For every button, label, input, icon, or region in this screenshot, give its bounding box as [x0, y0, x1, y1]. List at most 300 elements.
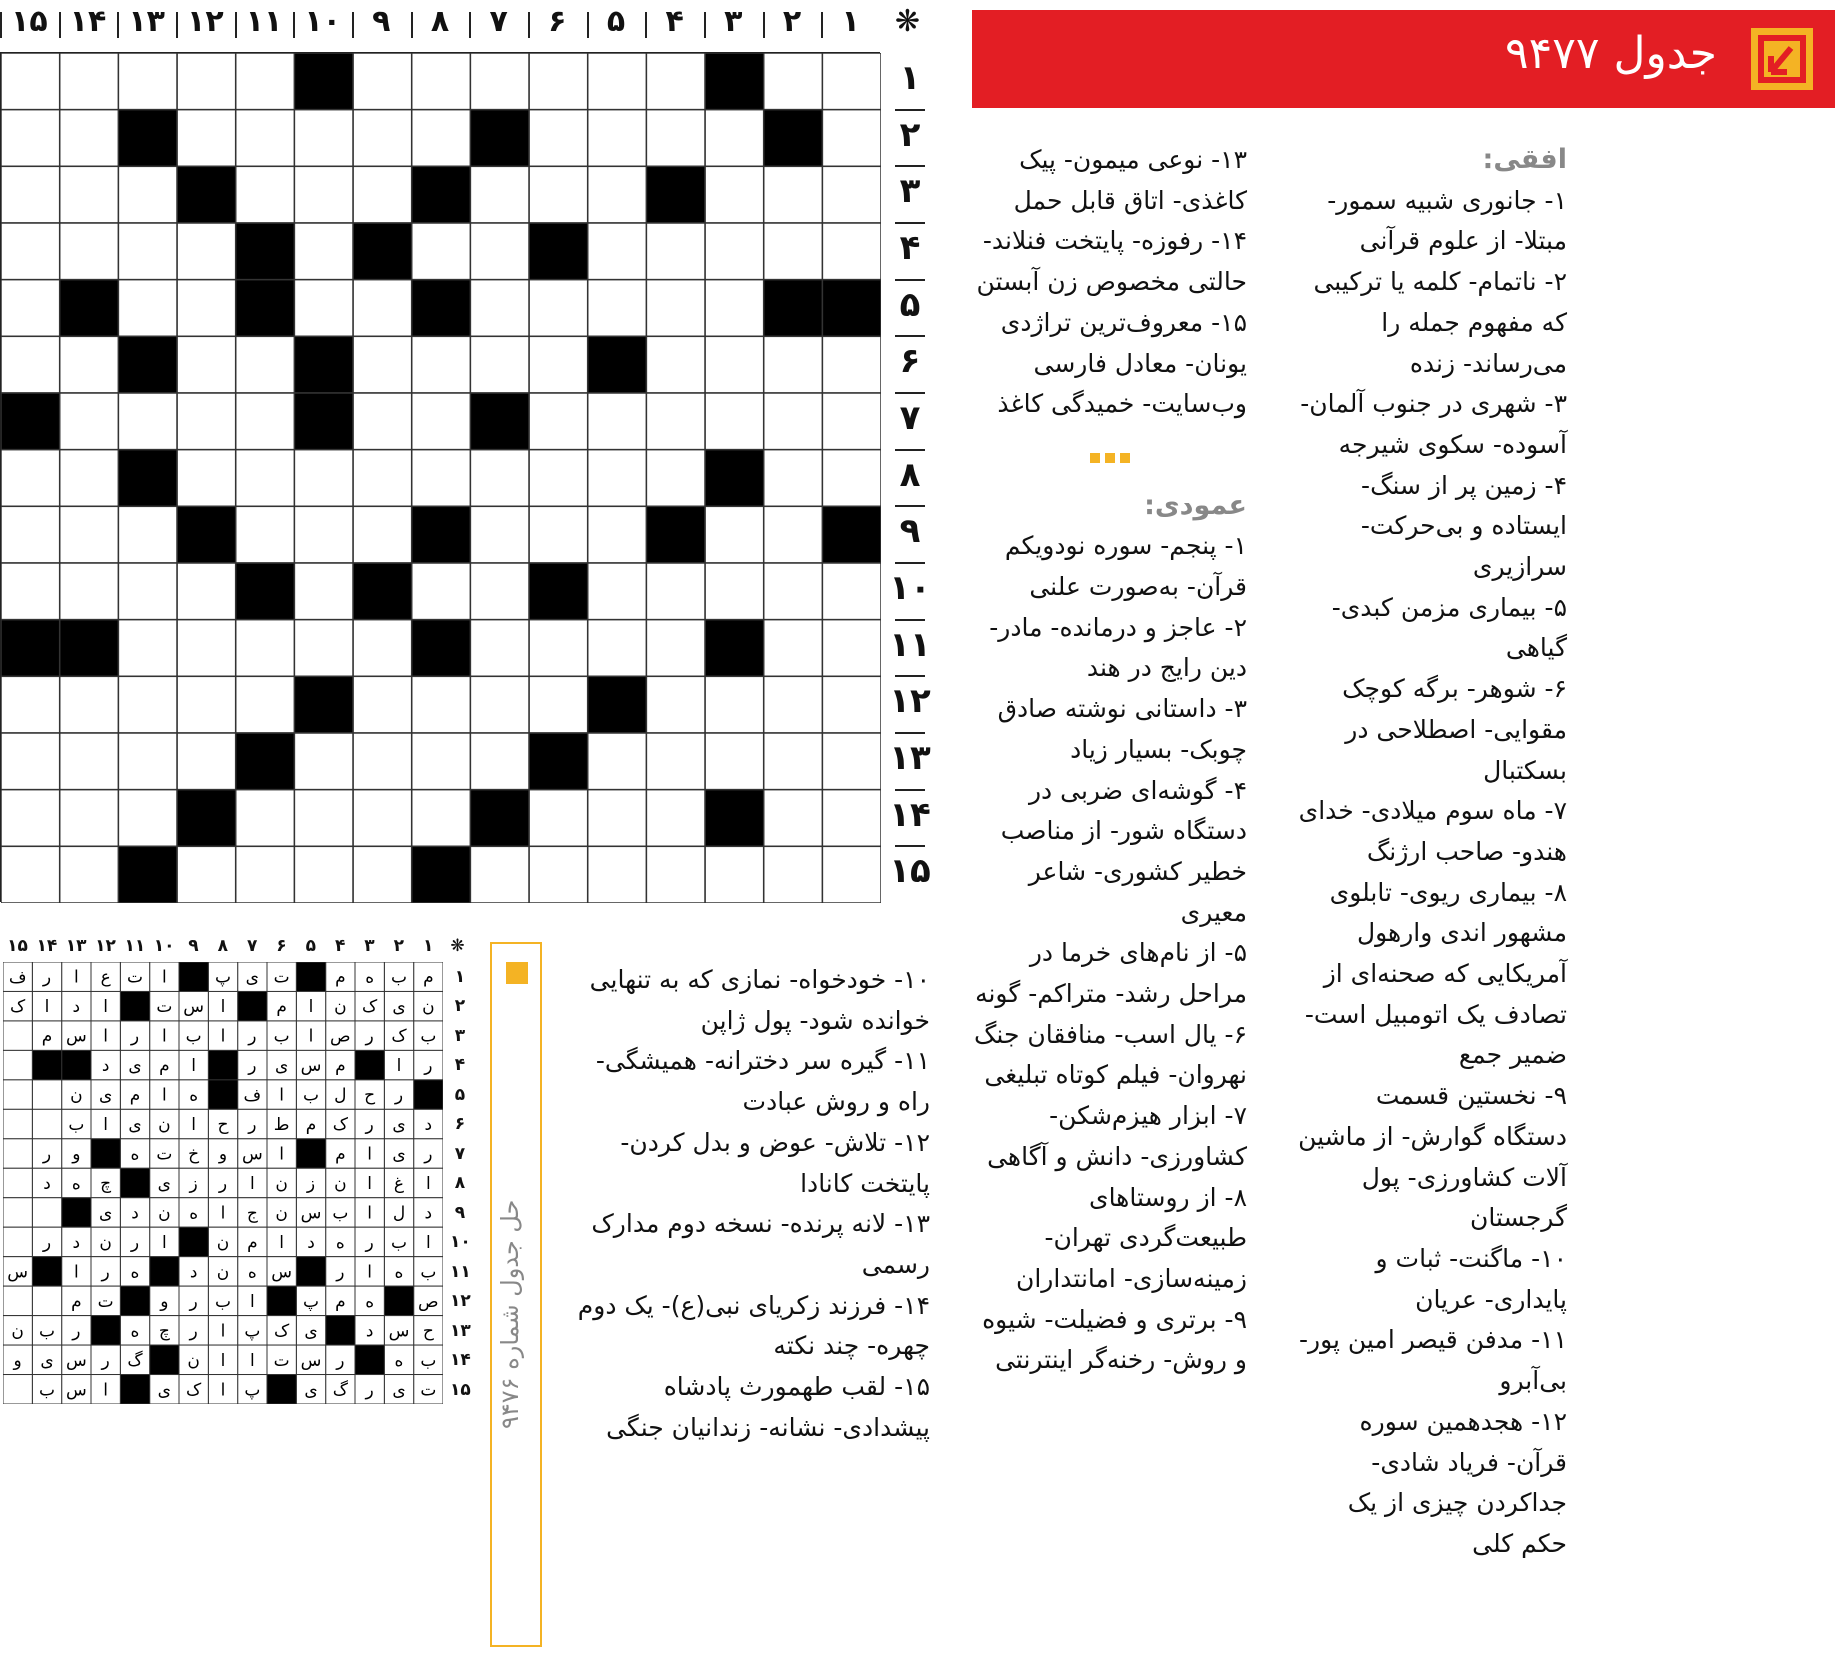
grid-cell[interactable] [646, 450, 705, 507]
clue: ۳- شهری در جنوب آلمان- آسوده- سکوی شیرجه [1300, 389, 1567, 459]
solution-cell [3, 1286, 32, 1315]
grid-cell[interactable] [60, 563, 119, 620]
grid-cell[interactable] [60, 53, 119, 110]
row-number: ۱۳ [889, 738, 931, 778]
grid-cell[interactable] [705, 506, 764, 563]
grid-cell[interactable] [118, 733, 177, 790]
solution-row-number: ۶ [454, 1114, 466, 1135]
grid-cell[interactable] [236, 676, 295, 733]
grid-cell[interactable] [412, 790, 471, 847]
column-number: ۱۳ [128, 4, 165, 39]
black-cell [470, 790, 529, 847]
clue: ۵- از نام‌های خرما در مراحل رشد- متراکم- گونه [975, 938, 1247, 1009]
grid-cell[interactable] [705, 846, 764, 903]
grid-cell[interactable] [764, 733, 823, 790]
solution-letter: چ [100, 1174, 112, 1194]
grid-cell[interactable] [118, 280, 177, 337]
grid-cell[interactable] [588, 450, 647, 507]
solution-letter: ن [158, 1115, 171, 1136]
grid-cell[interactable] [822, 110, 881, 167]
solution-letter: ه [130, 1262, 140, 1283]
grid-cell[interactable] [236, 336, 295, 393]
column-number: ۱ [841, 4, 860, 39]
solution-letter: ا [396, 1056, 402, 1077]
grid-cell[interactable] [236, 790, 295, 847]
grid-cell[interactable] [646, 336, 705, 393]
grid-cell[interactable] [294, 733, 353, 790]
grid-cell[interactable] [822, 166, 881, 223]
solution-letter: ت [156, 997, 173, 1018]
column-number: ۱۵ [7, 936, 28, 956]
grid-cell[interactable] [646, 846, 705, 903]
row-number: ۷ [899, 398, 921, 438]
black-cell [118, 450, 177, 507]
grid-cell[interactable] [1, 223, 60, 280]
row-separator [895, 789, 925, 791]
solution-letter: ا [103, 1380, 109, 1401]
black-cell [177, 790, 236, 847]
column-separator [821, 12, 823, 38]
column-number: ۱ [422, 936, 434, 956]
grid-cell[interactable] [822, 223, 881, 280]
grid-cell[interactable] [705, 733, 764, 790]
grid-cell[interactable] [353, 393, 412, 450]
grid-cell[interactable] [294, 280, 353, 337]
grid-cell[interactable] [294, 506, 353, 563]
grid-cell[interactable] [294, 166, 353, 223]
grid-cell[interactable] [764, 166, 823, 223]
grid-cell[interactable] [705, 166, 764, 223]
grid-cell[interactable] [177, 280, 236, 337]
solution-letter: م [335, 967, 346, 988]
grid-cell[interactable] [470, 53, 529, 110]
grid-cell[interactable] [646, 733, 705, 790]
solution-black-cell [355, 1345, 384, 1374]
grid-cell[interactable] [470, 846, 529, 903]
grid-cell[interactable] [470, 223, 529, 280]
grid-cell[interactable] [705, 676, 764, 733]
grid-cell[interactable] [177, 563, 236, 620]
solution-letter: ه [365, 1291, 375, 1312]
solution-letter: خ [188, 1144, 200, 1165]
grid-cell[interactable] [646, 280, 705, 337]
grid-cell[interactable] [118, 563, 177, 620]
column-separator [59, 12, 61, 38]
column-separator [528, 12, 530, 38]
grid-cell[interactable] [529, 280, 588, 337]
solution-letter: س [65, 1380, 87, 1401]
black-cell [236, 280, 295, 337]
grid-cell[interactable] [353, 336, 412, 393]
solution-row-number: ۷ [454, 1143, 466, 1164]
grid-cell[interactable] [294, 563, 353, 620]
grid-cell[interactable] [646, 620, 705, 677]
grid-cell[interactable] [822, 393, 881, 450]
solution-letter: ا [367, 1262, 373, 1283]
grid-cell[interactable] [588, 790, 647, 847]
grid-cell[interactable] [60, 733, 119, 790]
solution-letter: ی [392, 1144, 406, 1165]
grid-cell[interactable] [294, 223, 353, 280]
solution-letter: ک [10, 997, 26, 1018]
grid-cell[interactable] [529, 336, 588, 393]
solution-black-cell [355, 1050, 384, 1079]
column-number: ۱۳ [65, 936, 87, 956]
grid-cell[interactable] [177, 336, 236, 393]
black-cell [1, 620, 60, 677]
solution-letter: ج [246, 1203, 258, 1224]
separator-dots [972, 435, 1247, 476]
star-icon: ❋ [450, 936, 465, 956]
grid-cell[interactable] [118, 506, 177, 563]
grid-cell[interactable] [646, 110, 705, 167]
grid-cell[interactable] [470, 676, 529, 733]
grid-cell[interactable] [588, 506, 647, 563]
grid-cell[interactable] [764, 223, 823, 280]
grid-cell[interactable] [1, 53, 60, 110]
solution-letter: ن [275, 1203, 288, 1224]
column-number: ۲ [393, 936, 405, 956]
grid-cell[interactable] [236, 846, 295, 903]
grid-cell[interactable] [1, 336, 60, 393]
grid-cell[interactable] [822, 676, 881, 733]
grid-cell[interactable] [529, 506, 588, 563]
solution-cell [3, 1375, 32, 1404]
star-icon: ❋ [894, 4, 921, 39]
grid-cell[interactable] [822, 563, 881, 620]
solution-row-number: ۵ [454, 1084, 466, 1105]
grid-cell[interactable] [470, 450, 529, 507]
clue: ۱۴- فرزند زکریای نبی(ع)- یک دوم چهره- چند نکته [577, 1290, 930, 1361]
grid-cell[interactable] [177, 110, 236, 167]
grid-cell[interactable] [353, 110, 412, 167]
grid-cell[interactable] [236, 53, 295, 110]
grid-cell[interactable] [236, 450, 295, 507]
solution-letter: ر [218, 1174, 228, 1194]
grid-cell[interactable] [177, 393, 236, 450]
grid-cell[interactable] [353, 280, 412, 337]
grid-cell[interactable] [177, 846, 236, 903]
grid-cell[interactable] [529, 393, 588, 450]
grid-cell[interactable] [529, 450, 588, 507]
grid-cell[interactable] [412, 450, 471, 507]
grid-cell[interactable] [236, 166, 295, 223]
grid-cell[interactable] [529, 53, 588, 110]
grid-cell[interactable] [60, 676, 119, 733]
horizontal-clue-list-continued [972, 140, 1247, 425]
grid-cell[interactable] [1, 676, 60, 733]
grid-cell[interactable] [764, 53, 823, 110]
clue: ۹- برتری و فضیلت- شیوه و روش- رخنه‌گر اینترنتی [982, 1304, 1247, 1375]
solution-cell [3, 1198, 32, 1227]
grid-cell[interactable] [764, 336, 823, 393]
column-number: ۱۰ [153, 936, 175, 956]
black-cell [764, 280, 823, 337]
grid-cell[interactable] [353, 676, 412, 733]
grid-cell[interactable] [412, 393, 471, 450]
grid-cell[interactable] [236, 620, 295, 677]
grid-cell[interactable] [529, 166, 588, 223]
grid-cell[interactable] [1, 563, 60, 620]
row-number: ۹ [899, 511, 921, 552]
solution-letter: س [300, 1203, 322, 1224]
grid-cell[interactable] [822, 53, 881, 110]
solution-letter: د [424, 1203, 433, 1224]
grid-cell[interactable] [1, 450, 60, 507]
solution-letter: ا [220, 1380, 226, 1401]
solution-black-cell [91, 1139, 120, 1168]
grid-cell[interactable] [588, 110, 647, 167]
grid-cell[interactable] [822, 620, 881, 677]
grid-cell[interactable] [353, 846, 412, 903]
column-number: ۳ [364, 936, 375, 956]
solution-letter: ت [420, 1380, 437, 1401]
grid-cell[interactable] [588, 53, 647, 110]
solution-column-header [0, 934, 470, 962]
grid-cell[interactable] [646, 790, 705, 847]
grid-cell[interactable] [646, 223, 705, 280]
grid-cell[interactable] [588, 223, 647, 280]
grid-cell[interactable] [118, 790, 177, 847]
grid-cell[interactable] [529, 620, 588, 677]
grid-cell[interactable] [177, 223, 236, 280]
grid-cell[interactable] [1, 166, 60, 223]
grid-cell[interactable] [1, 846, 60, 903]
solution-black-cell [62, 1198, 91, 1227]
grid-cell[interactable] [705, 280, 764, 337]
row-separator [895, 449, 925, 451]
clue: ۴- گوشه‌ای ضربی در دستگاه شور- از مناصب خطیر کشوری- شاعر معیری [1000, 775, 1247, 927]
grid-cell[interactable] [353, 733, 412, 790]
grid-cell[interactable] [177, 733, 236, 790]
grid-cell[interactable] [118, 223, 177, 280]
column-number: ۷ [489, 4, 508, 39]
column-number: ۲ [782, 4, 802, 39]
solution-letter: ی [128, 1056, 142, 1077]
grid-cell[interactable] [118, 166, 177, 223]
black-cell [529, 223, 588, 280]
solution-letter: ا [103, 997, 109, 1018]
solution-letter: ر [365, 1380, 374, 1401]
grid-cell[interactable] [470, 563, 529, 620]
grid-cell[interactable] [412, 110, 471, 167]
black-cell [177, 506, 236, 563]
solution-letter: ر [101, 1262, 110, 1283]
column-separator [176, 12, 178, 38]
grid-cell[interactable] [353, 620, 412, 677]
grid-cell[interactable] [60, 506, 119, 563]
grid-cell[interactable] [822, 336, 881, 393]
solution-cell [3, 1080, 32, 1109]
grid-cell[interactable] [588, 393, 647, 450]
grid-cell[interactable] [764, 676, 823, 733]
clue: ۷- ابزار هیزم‌شکن- کشاورزی- دانش و آگاهی [987, 1101, 1247, 1171]
grid-cell[interactable] [412, 336, 471, 393]
column-separator [411, 12, 413, 38]
grid-cell[interactable] [764, 563, 823, 620]
column-number: ۱۴ [69, 4, 107, 39]
solution-letter: پ [244, 1380, 261, 1401]
grid-cell[interactable] [294, 846, 353, 903]
black-cell [412, 166, 471, 223]
solution-letter: ر [424, 1144, 433, 1165]
grid-cell[interactable] [353, 166, 412, 223]
grid-cell[interactable] [1, 733, 60, 790]
grid-cell[interactable] [764, 790, 823, 847]
grid-cell[interactable] [60, 223, 119, 280]
grid-cell[interactable] [60, 166, 119, 223]
grid-cell[interactable] [470, 280, 529, 337]
grid-cell[interactable] [705, 223, 764, 280]
grid-cell[interactable] [764, 620, 823, 677]
grid-cell[interactable] [470, 506, 529, 563]
grid-cell[interactable] [236, 110, 295, 167]
grid-cell[interactable] [177, 620, 236, 677]
solution-cell [32, 1080, 61, 1109]
grid-cell[interactable] [764, 846, 823, 903]
black-cell [705, 53, 764, 110]
solution-letter: ی [392, 997, 406, 1018]
column-separator [469, 12, 471, 38]
solution-letter: ا [220, 997, 226, 1018]
black-cell [588, 676, 647, 733]
grid-cell[interactable] [1, 506, 60, 563]
grid-cell[interactable] [412, 733, 471, 790]
grid-cell[interactable] [60, 790, 119, 847]
grid-cell[interactable] [60, 336, 119, 393]
grid-cell[interactable] [588, 733, 647, 790]
grid-cell[interactable] [118, 53, 177, 110]
solution-letter: ن [158, 1203, 171, 1224]
grid-cell[interactable] [1, 280, 60, 337]
grid-cell[interactable] [412, 223, 471, 280]
grid-cell[interactable] [822, 733, 881, 790]
solution-letter: س [65, 1350, 87, 1371]
row-number: ۶ [899, 341, 921, 382]
grid-cell[interactable] [529, 790, 588, 847]
solution-black-cell [267, 1286, 296, 1315]
grid-cell[interactable] [118, 393, 177, 450]
grid-cell[interactable] [588, 846, 647, 903]
solution-letter: ا [161, 1026, 167, 1047]
grid-cell[interactable] [646, 393, 705, 450]
grid-cell[interactable] [529, 110, 588, 167]
grid-cell[interactable] [412, 53, 471, 110]
grid-cell[interactable] [294, 620, 353, 677]
solution-black-cell [32, 1050, 61, 1079]
grid-cell[interactable] [236, 506, 295, 563]
grid-cell[interactable] [353, 790, 412, 847]
grid-cell[interactable] [353, 53, 412, 110]
grid-cell[interactable] [764, 450, 823, 507]
grid-cell[interactable] [60, 846, 119, 903]
grid-cell[interactable] [1, 790, 60, 847]
row-separator [895, 109, 925, 111]
grid-cell[interactable] [470, 620, 529, 677]
solution-letter: م [276, 997, 287, 1018]
grid-cell[interactable] [705, 336, 764, 393]
grid-cell[interactable] [705, 563, 764, 620]
solution-letter: م [423, 967, 434, 988]
solution-letter: م [129, 1085, 141, 1106]
black-cell [470, 110, 529, 167]
grid-cell[interactable] [529, 676, 588, 733]
grid-cell[interactable] [646, 563, 705, 620]
grid-cell[interactable] [353, 450, 412, 507]
grid-cell[interactable] [294, 450, 353, 507]
grid-cell[interactable] [60, 110, 119, 167]
grid-cell[interactable] [60, 393, 119, 450]
grid-cell[interactable] [705, 393, 764, 450]
grid-cell[interactable] [470, 733, 529, 790]
horizontal-heading: افقی: [1482, 144, 1567, 175]
grid-cell[interactable] [588, 280, 647, 337]
grid-cell[interactable] [529, 846, 588, 903]
grid-cell[interactable] [1, 110, 60, 167]
solution-black-cell [120, 1375, 149, 1404]
black-cell [118, 110, 177, 167]
grid-cell[interactable] [588, 166, 647, 223]
grid-cell[interactable] [764, 393, 823, 450]
column-separator [352, 12, 354, 38]
solution-letter: د [131, 1203, 139, 1224]
solution-row-number: ۱۰ [450, 1232, 471, 1253]
solution-letter: ا [103, 1026, 109, 1047]
vertical-clue-list-continued [560, 960, 930, 1448]
grid-cell[interactable] [588, 620, 647, 677]
grid-cell[interactable] [646, 676, 705, 733]
solution-letter: ا [367, 1174, 373, 1194]
grid-cell[interactable] [470, 336, 529, 393]
grid-cell[interactable] [118, 676, 177, 733]
grid-cell[interactable] [118, 620, 177, 677]
grid-cell[interactable] [705, 110, 764, 167]
solution-letter: ن [216, 1262, 230, 1283]
grid-cell[interactable] [412, 563, 471, 620]
grid-cell[interactable] [177, 450, 236, 507]
clue: ۶- شوهر- برگه کوچک مقوایی- اصطلاحی در بسکتبال [1342, 674, 1567, 785]
solution-letter: ی [128, 1115, 142, 1136]
column-number: ۴ [665, 4, 684, 39]
grid-cell[interactable] [822, 846, 881, 903]
black-cell [412, 620, 471, 677]
grid-cell[interactable] [412, 676, 471, 733]
grid-cell[interactable] [646, 53, 705, 110]
clue: ۸- از روستاهای طبیعت‌گردی تهران- زمینه‌سازی- امانتداران [1015, 1182, 1247, 1293]
grid-cell[interactable] [294, 790, 353, 847]
grid-cell[interactable] [764, 506, 823, 563]
solution-letter: د [365, 1321, 374, 1342]
grid-cell[interactable] [822, 450, 881, 507]
black-cell [646, 166, 705, 223]
solution-black-cell [179, 962, 208, 991]
grid-cell[interactable] [60, 450, 119, 507]
solution-letter: ل [392, 1203, 406, 1224]
grid-cell[interactable] [177, 676, 236, 733]
column-number: ۱۰ [304, 4, 341, 39]
grid-cell[interactable] [470, 166, 529, 223]
grid-cell[interactable] [588, 563, 647, 620]
solution-letter: ا [161, 967, 167, 988]
black-cell [353, 563, 412, 620]
clue: ۳- داستانی نوشته صادق چوبک- بسیار زیاد [997, 694, 1247, 764]
solution-letter: ع [100, 967, 111, 988]
grid-cell[interactable] [353, 506, 412, 563]
grid-cell[interactable] [294, 110, 353, 167]
grid-cell[interactable] [236, 393, 295, 450]
grid-cell[interactable] [822, 790, 881, 847]
grid-cell[interactable] [177, 53, 236, 110]
